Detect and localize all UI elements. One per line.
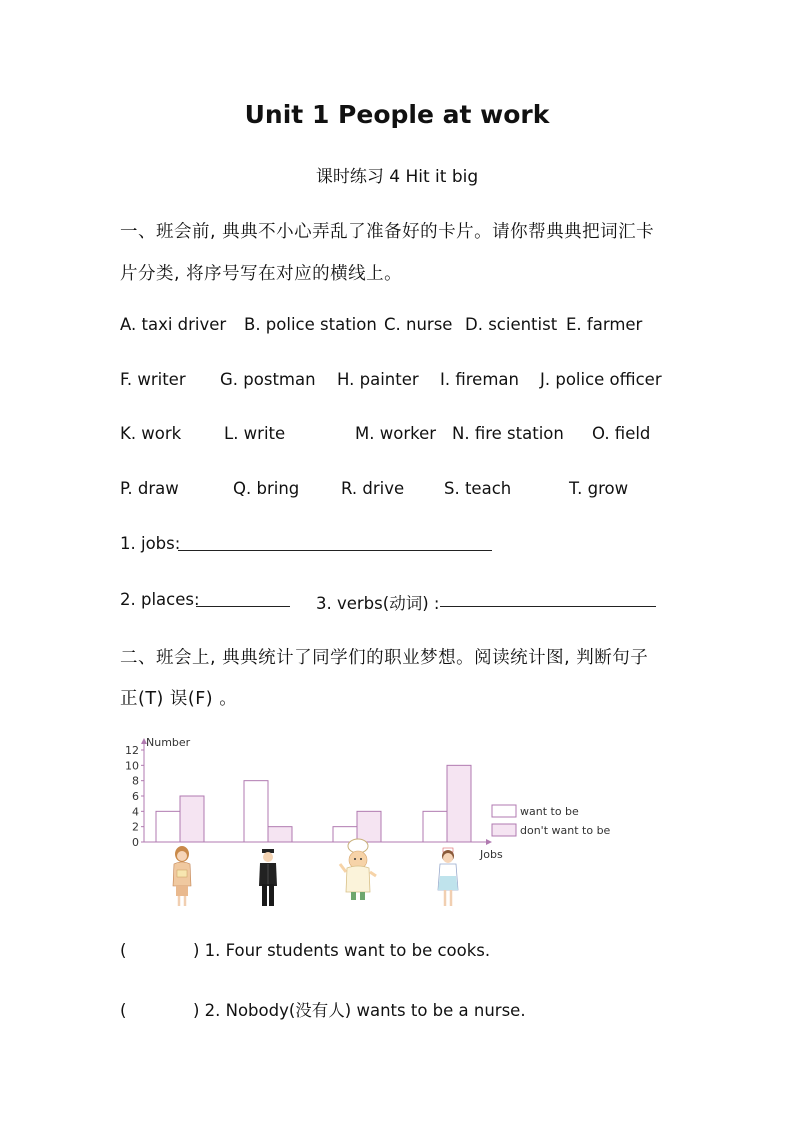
cook-icon — [340, 839, 376, 900]
card-a: A. taxi driver — [120, 315, 227, 334]
y-tick-label: 10 — [125, 759, 139, 773]
card-o: O. field — [592, 424, 651, 443]
y-tick-label: 0 — [132, 836, 139, 849]
bar-want-0 — [156, 811, 180, 842]
card-i: I. fireman — [440, 370, 519, 389]
legend-label-want: want to be — [520, 805, 579, 818]
card-p: P. draw — [120, 479, 179, 498]
section2-instruction-2: 正(T) 误(F) 。 — [120, 689, 238, 709]
card-n: N. fire station — [452, 424, 564, 443]
x-axis-arrow — [486, 839, 492, 845]
bar-dont-want-0 — [180, 796, 204, 842]
bar-want-3 — [423, 811, 447, 842]
q1-label: 1. jobs: — [120, 534, 181, 553]
card-t: T. grow — [569, 479, 629, 498]
q3-answer-line[interactable] — [440, 592, 656, 607]
y-tick-label: 6 — [132, 790, 139, 803]
legend-swatch-dont-want — [492, 824, 516, 836]
police-officer-icon — [259, 849, 277, 906]
bar-dont-want-3 — [447, 765, 471, 842]
card-j: J. police officer — [540, 370, 662, 389]
tf-answer-paren-2[interactable]: ( — [120, 1001, 127, 1020]
y-tick-label: 2 — [132, 820, 139, 834]
card-f: F. writer — [120, 370, 186, 389]
card-e: E. farmer — [566, 315, 643, 334]
card-s: S. teach — [444, 479, 512, 498]
y-tick-label: 12 — [125, 744, 139, 757]
businesswoman-icon — [173, 846, 191, 906]
tf-question-2-text: ) 2. Nobody(没有人) wants to be a nurse. — [192, 1001, 526, 1020]
chart-x-axis-label: Jobs — [480, 848, 503, 861]
card-c: C. nurse — [384, 315, 453, 334]
q2-label: 2. places: — [120, 590, 200, 609]
page-title: Unit 1 People at work — [244, 100, 550, 129]
tf-answer-paren-1[interactable]: ( — [120, 941, 127, 960]
section1-instruction-2: 片分类, 将序号写在对应的横线上。 — [120, 264, 403, 284]
card-l: L. write — [224, 424, 286, 443]
legend-label-dont-want: don't want to be — [520, 824, 611, 837]
card-r: R. drive — [341, 479, 405, 498]
bar-dont-want-2 — [357, 811, 381, 842]
bar-want-1 — [244, 781, 268, 842]
page-subtitle: 课时练习 4 Hit it big — [315, 167, 479, 187]
chart-plot — [125, 738, 492, 849]
tf-question-1-text: ) 1. Four students want to be cooks. — [192, 941, 491, 960]
y-tick-label: 8 — [132, 774, 139, 788]
q2-answer-line[interactable] — [196, 592, 290, 607]
card-d: D. scientist — [465, 315, 558, 334]
card-h: H. painter — [337, 370, 419, 389]
card-k: K. work — [120, 424, 182, 443]
card-g: G. postman — [220, 370, 316, 389]
section1-instruction-1: 一、班会前, 典典不小心弄乱了准备好的卡片。请你帮典典把词汇卡 — [120, 222, 655, 242]
tf-question-1 — [120, 941, 490, 960]
chart-y-axis-label: Number — [146, 736, 191, 749]
legend-swatch-want — [492, 805, 516, 817]
jobs-bar-chart — [110, 730, 630, 920]
tf-question-2 — [120, 997, 526, 1021]
y-tick-label: 4 — [132, 805, 139, 819]
bar-dont-want-1 — [268, 827, 292, 842]
card-m: M. worker — [355, 424, 437, 443]
section2-instruction-1: 二、班会上, 典典统计了同学们的职业梦想。阅读统计图, 判断句子 — [120, 648, 649, 668]
nurse-icon — [438, 848, 458, 906]
card-q: Q. bring — [233, 479, 300, 498]
q3-label: 3. verbs(动词) : — [316, 594, 440, 613]
q1-answer-line[interactable] — [178, 536, 492, 551]
card-b: B. police station — [244, 315, 377, 334]
